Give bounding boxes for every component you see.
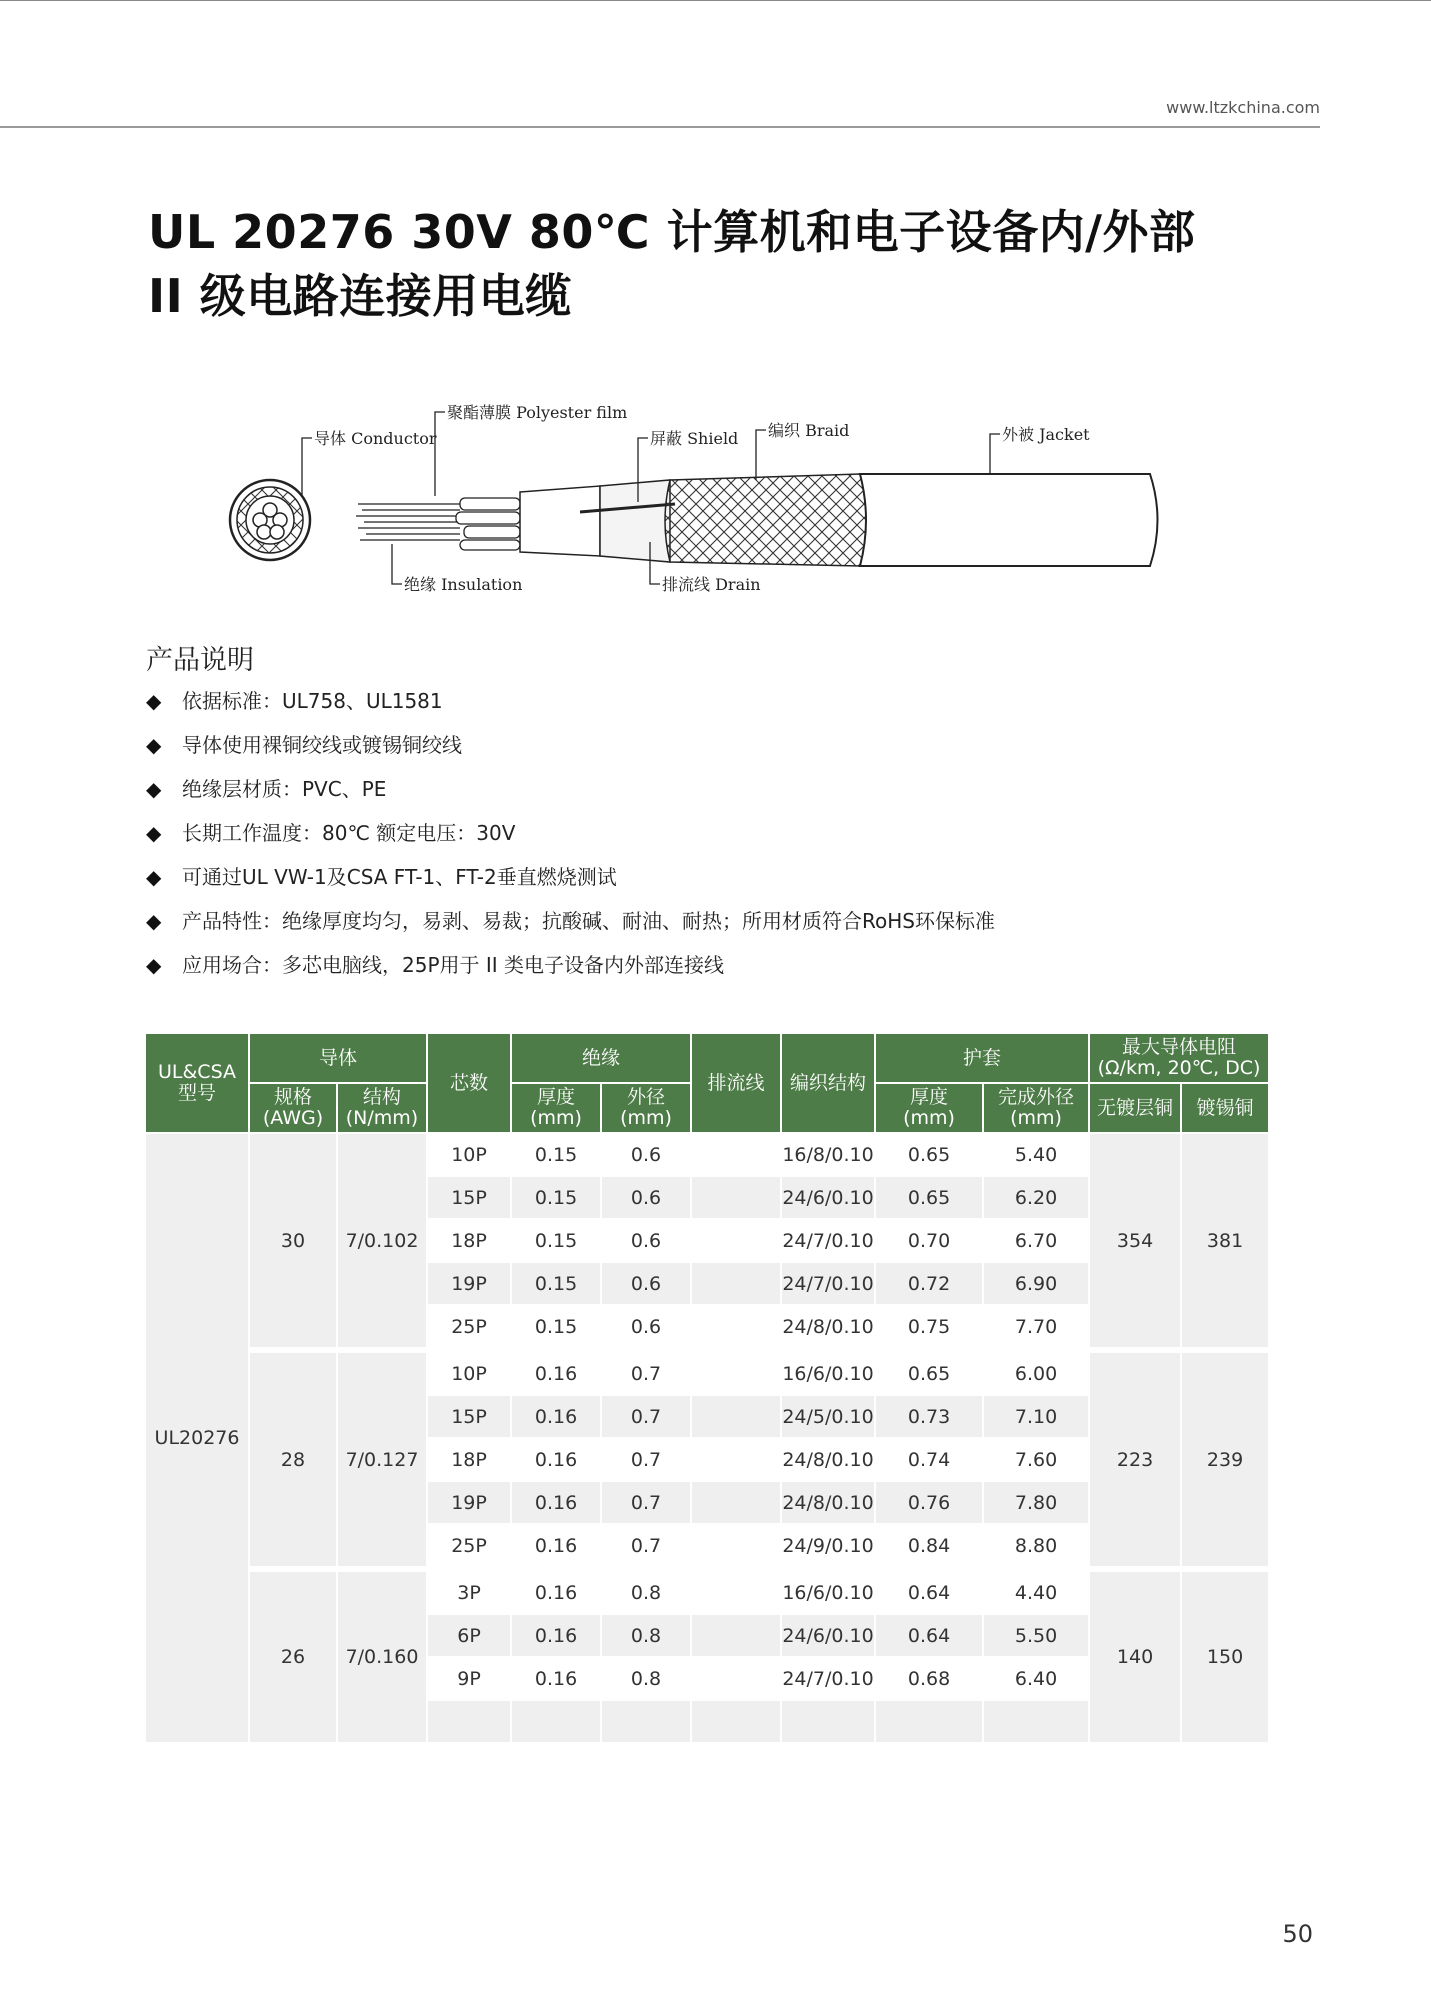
cell-jacket-thickness: 0.65 xyxy=(875,1133,983,1176)
bullet-icon: ◆ xyxy=(146,689,162,713)
cell-cores: 10P xyxy=(427,1350,511,1395)
polyester-film-layer xyxy=(520,486,600,556)
cell-braid: 24/8/0.10 xyxy=(781,1305,875,1350)
cell-drain xyxy=(691,1700,781,1743)
cell-cores: 15P xyxy=(427,1395,511,1438)
cell-jacket-od: 8.80 xyxy=(983,1524,1089,1569)
section-title-description: 产品说明 xyxy=(146,645,254,676)
cell-ins-thickness: 0.16 xyxy=(511,1524,601,1569)
cell-braid: 24/7/0.10 xyxy=(781,1219,875,1262)
cell-ins-od: 0.7 xyxy=(601,1350,691,1395)
spec-table xyxy=(144,1032,1270,1744)
cell-cores xyxy=(427,1700,511,1743)
th-braid: 编织结构 xyxy=(781,1033,875,1133)
cell-jacket-thickness: 0.84 xyxy=(875,1524,983,1569)
cell-ins-thickness: 0.16 xyxy=(511,1569,601,1614)
cell-drain xyxy=(691,1438,781,1481)
cell-ins-od: 0.6 xyxy=(601,1305,691,1350)
cell-ins-thickness: 0.15 xyxy=(511,1305,601,1350)
th-ins-thickness: 厚度 (mm) xyxy=(511,1083,601,1133)
cell-jacket-od: 7.70 xyxy=(983,1305,1089,1350)
cell-jacket-od: 6.70 xyxy=(983,1219,1089,1262)
th-spec-awg: 规格 (AWG) xyxy=(249,1083,337,1133)
th-jacket-thickness: 厚度 (mm) xyxy=(875,1083,983,1133)
cell-jacket-thickness xyxy=(875,1700,983,1743)
cell-ins-thickness: 0.15 xyxy=(511,1219,601,1262)
cell-ins-od: 0.6 xyxy=(601,1176,691,1219)
top-rule xyxy=(0,0,1431,1)
cell-awg: 26 xyxy=(249,1569,337,1743)
cell-ins-thickness xyxy=(511,1700,601,1743)
insulated-cores xyxy=(456,498,520,550)
cell-jacket-od: 5.50 xyxy=(983,1614,1089,1657)
cell-cores: 3P xyxy=(427,1569,511,1614)
cell-ins-od: 0.7 xyxy=(601,1524,691,1569)
cell-braid: 16/6/0.10 xyxy=(781,1569,875,1614)
cell-braid: 24/8/0.10 xyxy=(781,1438,875,1481)
cell-jacket-thickness: 0.65 xyxy=(875,1350,983,1395)
th-insulation: 绝缘 xyxy=(511,1033,691,1083)
cell-jacket-thickness: 0.75 xyxy=(875,1305,983,1350)
cell-jacket-od: 5.40 xyxy=(983,1133,1089,1176)
cell-ins-thickness: 0.15 xyxy=(511,1133,601,1176)
cell-braid: 24/6/0.10 xyxy=(781,1176,875,1219)
cell-ins-od xyxy=(601,1700,691,1743)
description-item xyxy=(146,774,995,818)
cell-braid: 16/8/0.10 xyxy=(781,1133,875,1176)
cell-cores: 19P xyxy=(427,1481,511,1524)
cell-jacket-thickness: 0.72 xyxy=(875,1262,983,1305)
cell-jacket-thickness: 0.65 xyxy=(875,1176,983,1219)
description-item xyxy=(146,950,995,994)
bullet-icon: ◆ xyxy=(146,733,162,757)
cell-jacket-od: 4.40 xyxy=(983,1569,1089,1614)
cell-model: UL20276 xyxy=(145,1133,249,1743)
cell-jacket-od: 7.80 xyxy=(983,1481,1089,1524)
th-conductor: 导体 xyxy=(249,1033,427,1083)
cell-drain xyxy=(691,1350,781,1395)
cell-braid: 24/9/0.10 xyxy=(781,1524,875,1569)
cell-awg: 28 xyxy=(249,1350,337,1569)
th-jacket: 护套 xyxy=(875,1033,1089,1083)
bullet-icon: ◆ xyxy=(146,865,162,889)
conductor-wires xyxy=(356,504,460,540)
description-text: 依据标准：UL758、UL1581 xyxy=(182,689,443,713)
cell-tinned-copper: 150 xyxy=(1181,1569,1269,1743)
th-resistance: 最大导体电阻 (Ω/km, 20℃, DC) xyxy=(1089,1033,1269,1083)
cell-cores: 15P xyxy=(427,1176,511,1219)
cell-jacket-thickness: 0.70 xyxy=(875,1219,983,1262)
cell-ins-od: 0.6 xyxy=(601,1133,691,1176)
cell-drain xyxy=(691,1395,781,1438)
cell-drain xyxy=(691,1614,781,1657)
cell-braid xyxy=(781,1700,875,1743)
cell-jacket-thickness: 0.68 xyxy=(875,1657,983,1700)
title-line-2: II 级电路连接用电缆 xyxy=(148,269,572,323)
cell-jacket-thickness: 0.73 xyxy=(875,1395,983,1438)
shield-layer xyxy=(600,480,670,562)
th-drain: 排流线 xyxy=(691,1033,781,1133)
cell-cores: 25P xyxy=(427,1524,511,1569)
cell-drain xyxy=(691,1176,781,1219)
cell-braid: 24/7/0.10 xyxy=(781,1657,875,1700)
cell-ins-od: 0.7 xyxy=(601,1395,691,1438)
description-list xyxy=(146,686,995,994)
cell-bare-copper: 354 xyxy=(1089,1133,1181,1350)
cell-structure: 7/0.160 xyxy=(337,1569,427,1743)
description-item xyxy=(146,818,995,862)
description-text: 绝缘层材质：PVC、PE xyxy=(182,777,387,801)
table-row xyxy=(145,1350,1269,1395)
site-url[interactable]: www.ltzkchina.com xyxy=(1166,98,1320,117)
th-cores: 芯数 xyxy=(427,1033,511,1133)
cell-jacket-od: 6.90 xyxy=(983,1262,1089,1305)
cell-ins-thickness: 0.16 xyxy=(511,1350,601,1395)
cell-ins-thickness: 0.16 xyxy=(511,1395,601,1438)
cell-jacket-od: 6.40 xyxy=(983,1657,1089,1700)
cell-cores: 10P xyxy=(427,1133,511,1176)
cell-braid: 16/6/0.10 xyxy=(781,1350,875,1395)
cell-drain xyxy=(691,1133,781,1176)
cross-section-icon xyxy=(230,480,310,560)
label-drain: 排流线 Drain xyxy=(662,575,761,594)
cell-braid: 24/8/0.10 xyxy=(781,1481,875,1524)
label-conductor: 导体 Conductor xyxy=(314,429,437,448)
cell-tinned-copper: 381 xyxy=(1181,1133,1269,1350)
cell-drain xyxy=(691,1481,781,1524)
cell-awg: 30 xyxy=(249,1133,337,1350)
cell-ins-od: 0.6 xyxy=(601,1219,691,1262)
cell-structure: 7/0.127 xyxy=(337,1350,427,1569)
cell-ins-thickness: 0.15 xyxy=(511,1262,601,1305)
page-title xyxy=(148,200,1195,328)
cell-bare-copper: 140 xyxy=(1089,1569,1181,1743)
cell-jacket-od xyxy=(983,1700,1089,1743)
cell-cores: 6P xyxy=(427,1614,511,1657)
cell-cores: 18P xyxy=(427,1438,511,1481)
description-text: 应用场合：多芯电脑线，25P用于 II 类电子设备内外部连接线 xyxy=(182,953,725,977)
cell-jacket-thickness: 0.76 xyxy=(875,1481,983,1524)
cell-ins-thickness: 0.16 xyxy=(511,1438,601,1481)
label-polyester-film: 聚酯薄膜 Polyester film xyxy=(447,403,628,422)
cell-bare-copper: 223 xyxy=(1089,1350,1181,1569)
cell-braid: 24/6/0.10 xyxy=(781,1614,875,1657)
title-line-1: UL 20276 30V 80℃ 计算机和电子设备内/外部 xyxy=(148,205,1196,259)
cell-jacket-od: 7.60 xyxy=(983,1438,1089,1481)
th-model: UL&CSA 型号 xyxy=(145,1033,249,1133)
cell-cores: 25P xyxy=(427,1305,511,1350)
cell-braid: 24/5/0.10 xyxy=(781,1395,875,1438)
cell-ins-od: 0.7 xyxy=(601,1438,691,1481)
cell-ins-od: 0.8 xyxy=(601,1657,691,1700)
cell-ins-thickness: 0.16 xyxy=(511,1614,601,1657)
th-tinned-copper: 镀锡铜 xyxy=(1181,1083,1269,1133)
cell-jacket-od: 6.00 xyxy=(983,1350,1089,1395)
braid-layer xyxy=(665,474,866,566)
description-item xyxy=(146,862,995,906)
cell-drain xyxy=(691,1569,781,1614)
cell-ins-od: 0.8 xyxy=(601,1614,691,1657)
cell-ins-od: 0.7 xyxy=(601,1481,691,1524)
cell-drain xyxy=(691,1305,781,1350)
th-bare-copper: 无镀层铜 xyxy=(1089,1083,1181,1133)
header-rule xyxy=(0,126,1320,128)
label-shield: 屏蔽 Shield xyxy=(650,429,739,448)
bullet-icon: ◆ xyxy=(146,821,162,845)
description-item xyxy=(146,686,995,730)
cell-jacket-thickness: 0.74 xyxy=(875,1438,983,1481)
cell-drain xyxy=(691,1219,781,1262)
cell-cores: 19P xyxy=(427,1262,511,1305)
cell-jacket-thickness: 0.64 xyxy=(875,1569,983,1614)
cell-drain xyxy=(691,1524,781,1569)
cell-cores: 9P xyxy=(427,1657,511,1700)
page-number: 50 xyxy=(1282,1920,1313,1948)
cell-ins-thickness: 0.15 xyxy=(511,1176,601,1219)
th-structure: 结构 (N/mm) xyxy=(337,1083,427,1133)
cell-drain xyxy=(691,1657,781,1700)
description-text: 导体使用裸铜绞线或镀锡铜绞线 xyxy=(182,733,462,757)
cell-ins-thickness: 0.16 xyxy=(511,1481,601,1524)
description-item xyxy=(146,906,995,950)
table-row xyxy=(145,1133,1269,1176)
table-row xyxy=(145,1569,1269,1614)
cable-structure-diagram xyxy=(220,392,1170,602)
cell-drain xyxy=(691,1262,781,1305)
description-text: 产品特性：绝缘厚度均匀，易剥、易裁；抗酸碱、耐油、耐热；所用材质符合RoHS环保标准 xyxy=(182,909,995,933)
label-jacket: 外被 Jacket xyxy=(1002,425,1090,444)
description-text: 长期工作温度：80℃ 额定电压：30V xyxy=(182,821,516,845)
cell-structure: 7/0.102 xyxy=(337,1133,427,1350)
cell-jacket-thickness: 0.64 xyxy=(875,1614,983,1657)
cell-tinned-copper: 239 xyxy=(1181,1350,1269,1569)
label-insulation: 绝缘 Insulation xyxy=(404,575,523,594)
bullet-icon: ◆ xyxy=(146,909,162,933)
cell-jacket-od: 7.10 xyxy=(983,1395,1089,1438)
bullet-icon: ◆ xyxy=(146,777,162,801)
cell-ins-thickness: 0.16 xyxy=(511,1657,601,1700)
label-braid: 编织 Braid xyxy=(768,421,850,440)
th-jacket-od: 完成外径 (mm) xyxy=(983,1083,1089,1133)
th-ins-od: 外径 (mm) xyxy=(601,1083,691,1133)
cell-jacket-od: 6.20 xyxy=(983,1176,1089,1219)
description-item xyxy=(146,730,995,774)
cell-ins-od: 0.6 xyxy=(601,1262,691,1305)
cell-braid: 24/7/0.10 xyxy=(781,1262,875,1305)
bullet-icon: ◆ xyxy=(146,953,162,977)
cell-cores: 18P xyxy=(427,1219,511,1262)
jacket-layer xyxy=(860,474,1158,566)
cell-ins-od: 0.8 xyxy=(601,1569,691,1614)
description-text: 可通过UL VW-1及CSA FT-1、FT-2垂直燃烧测试 xyxy=(182,865,617,889)
